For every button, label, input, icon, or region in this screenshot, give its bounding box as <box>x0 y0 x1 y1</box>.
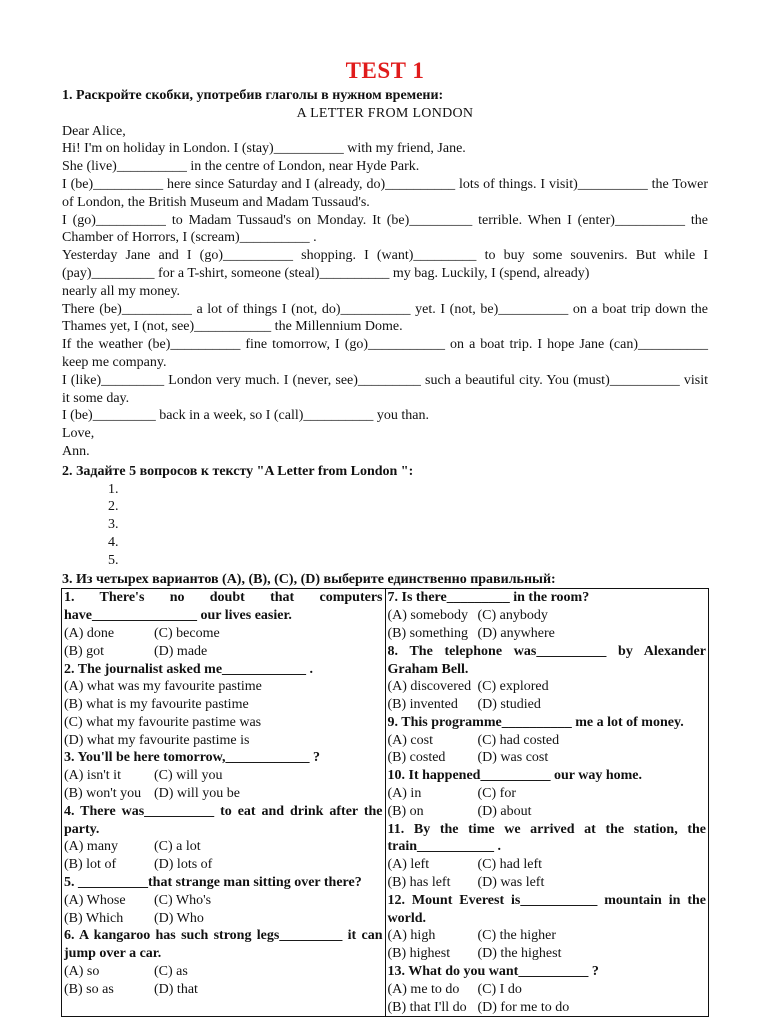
answer-option: (C) explored <box>477 679 549 695</box>
answer-option: (A) many <box>64 839 119 855</box>
answer-option: (D) for me to do <box>477 999 570 1015</box>
answer-options <box>64 678 383 749</box>
test-title: TEST 1 <box>345 58 425 83</box>
answer-option: (D) lots of <box>154 857 213 873</box>
answer-option: (C) a lot <box>154 839 201 855</box>
answer-option: (B) Which <box>64 910 124 926</box>
letter-line: nearly all my money. <box>62 283 181 299</box>
answer-option: (C) had costed <box>477 732 560 748</box>
answer-option: (C) Who's <box>154 892 212 908</box>
question-item <box>388 892 707 963</box>
answer-option: (C) anybody <box>477 608 548 624</box>
question-text: 2. The journalist asked me____________ . <box>64 661 314 677</box>
answer-option: (D) that <box>154 981 198 997</box>
left-column <box>62 589 386 1017</box>
answer-option: (C) had left <box>477 857 543 873</box>
letter-line: I (go)__________ to Madam Tussaud's on Monday. It (be)_________ terrible. When I (enter)__________ the Chamber of Horrors, I (scream)__________ . <box>62 212 708 246</box>
answer-option: (A) cost <box>387 732 433 748</box>
letter-line: There (be)__________ a lot of things I (not, do)__________ yet. I (not, be)__________ on a boat trip down the Thames yet, I (not, see)___________ the Millennium Dome. <box>62 301 708 335</box>
answer-option: (D) Who <box>154 910 204 926</box>
answer-options <box>388 981 707 1017</box>
question-number-list <box>62 481 708 570</box>
answer-option: (D) studied <box>477 697 541 713</box>
question-text: 10. It happened__________ our way home. <box>387 768 642 784</box>
question-item <box>388 643 707 714</box>
answer-option: (A) left <box>387 857 430 873</box>
test-page <box>62 58 708 1017</box>
question-item <box>64 661 383 750</box>
answer-option: (A) me to do <box>387 981 460 997</box>
letter-title: A LETTER FROM LONDON <box>296 105 474 121</box>
answer-option: (D) about <box>477 803 532 819</box>
answer-options <box>388 678 707 714</box>
letter-line: I (be)__________ here since Saturday and I (already, do)__________ lots of things. I visit)__________ the Tower of London, the British Museum and Madam Tussaud's. <box>62 176 708 210</box>
answer-options <box>64 963 383 999</box>
question-item <box>64 874 383 927</box>
question-text: 8. The telephone was__________ by Alexander Graham Bell. <box>387 643 706 677</box>
answer-option: (B) so as <box>64 981 114 997</box>
answer-option: (C) become <box>154 625 220 641</box>
letter-line: If the weather (be)__________ fine tomorrow, I (go)___________ on a boat trip. I hope Jane (can)__________ keep me company. <box>62 337 708 370</box>
answer-options <box>388 927 707 963</box>
answer-option: (B) got <box>64 643 105 659</box>
question-text: 3. You'll be here tomorrow,____________ ? <box>64 750 321 766</box>
answer-option: (A) Whose <box>64 892 126 908</box>
question-item <box>64 749 383 802</box>
answer-option: (D) the highest <box>477 946 562 962</box>
answer-option: (A) somebody <box>387 608 468 624</box>
letter-line: She (live)__________ in the centre of London, near Hyde Park. <box>62 159 420 175</box>
question-item <box>388 963 707 1016</box>
multiple-choice-table <box>61 588 709 1017</box>
answer-options <box>388 732 707 768</box>
question-text: 7. Is there_________ in the room? <box>387 590 590 606</box>
question-item <box>64 589 383 660</box>
question-text: 12. Mount Everest is___________ mountain in the world. <box>387 892 706 926</box>
answer-option: (A) so <box>64 964 100 980</box>
answer-option: (C) what my favourite pastime was <box>64 714 262 730</box>
answer-option: (A) isn't it <box>64 768 121 784</box>
question-text: 6. A kangaroo has such strong legs_________ it can jump over a car. <box>64 928 383 962</box>
list-item: 1. <box>108 481 119 497</box>
answer-option: (D) anywhere <box>477 625 555 641</box>
answer-option: (A) done <box>64 625 115 641</box>
answer-option: (A) discovered <box>387 679 472 695</box>
list-item: 5. <box>108 552 119 568</box>
answer-option: (D) will you be <box>154 786 240 802</box>
letter-line: Love, <box>62 426 95 442</box>
question-item <box>388 589 707 642</box>
question-item <box>388 821 707 892</box>
answer-option: (B) that I'll do <box>387 999 467 1015</box>
letter-line: Ann. <box>62 443 90 459</box>
answer-options <box>388 785 707 821</box>
letter-body <box>62 123 708 461</box>
answer-options <box>64 767 383 803</box>
answer-option: (B) what is my favourite pastime <box>64 697 249 713</box>
question-text: 1. There's no doubt that computers have_______________ our lives easier. <box>64 590 383 624</box>
answer-options <box>64 625 383 661</box>
answer-option: (D) what my favourite pastime is <box>64 732 250 748</box>
letter-line: I (like)_________ London very much. I (never, see)_________ such a beautiful city. You (must)__________ visit it some day. <box>62 372 708 406</box>
letter-line: I (be)_________ back in a week, so I (call)__________ you than. <box>62 408 430 424</box>
question-text: 11. By the time we arrived at the station, the train___________ . <box>387 821 706 855</box>
answer-option: (C) I do <box>477 981 522 997</box>
answer-option: (A) what was my favourite pastime <box>64 679 262 695</box>
answer-option: (B) costed <box>387 750 446 766</box>
answer-option: (B) on <box>387 803 424 819</box>
list-item: 2. <box>108 499 119 515</box>
question-item <box>64 803 383 874</box>
question-text: 5. __________that strange man sitting over there? <box>64 875 362 891</box>
letter-line: Dear Alice, <box>62 123 126 139</box>
answer-option: (B) won't you <box>64 786 142 802</box>
answer-option: (A) high <box>387 928 436 944</box>
answer-options <box>388 856 707 892</box>
answer-option: (B) highest <box>387 946 451 962</box>
answer-option: (B) lot of <box>64 857 117 873</box>
question-text: 13. What do you want__________ ? <box>387 964 599 980</box>
answer-option: (C) will you <box>154 768 223 784</box>
letter-line: Hi! I'm on holiday in London. I (stay)__________ with my friend, Jane. <box>62 141 466 157</box>
answer-option: (D) was left <box>477 875 545 891</box>
answer-option: (C) the higher <box>477 928 557 944</box>
list-item: 4. <box>108 534 119 550</box>
answer-options <box>64 838 383 874</box>
letter-line: Yesterday Jane and I (go)__________ shopping. I (want)_________ to buy some souvenirs. But while I (pay)_________ for a T-shirt, someone (steal)__________ my bag. Luckily, I (spend, already) <box>62 248 708 281</box>
question-item <box>64 927 383 998</box>
question-item <box>388 767 707 820</box>
question-item <box>388 714 707 767</box>
answer-options <box>64 892 383 928</box>
answer-option: (D) made <box>154 643 208 659</box>
right-column <box>385 589 709 1017</box>
task3-heading: 3. Из четырех вариантов (A), (B), (C), (D) выберите единственно правильный: <box>62 571 556 587</box>
answer-option: (C) for <box>477 786 516 802</box>
answer-option: (C) as <box>154 964 188 980</box>
answer-option: (B) something <box>387 625 468 641</box>
task1-heading: 1. Раскройте скобки, употребив глаголы в нужном времени: <box>62 88 444 103</box>
list-item: 3. <box>108 517 119 533</box>
question-text: 4. There was__________ to eat and drink after the party. <box>64 803 383 837</box>
answer-option: (A) in <box>387 786 422 802</box>
question-text: 9. This programme__________ me a lot of money. <box>387 714 684 730</box>
answer-options <box>388 607 707 643</box>
answer-option: (B) has left <box>387 875 451 891</box>
task2-heading: 2. Задайте 5 вопросов к тексту "A Letter from London ": <box>62 463 414 479</box>
answer-option: (B) invented <box>387 697 458 713</box>
answer-option: (D) was cost <box>477 750 549 766</box>
